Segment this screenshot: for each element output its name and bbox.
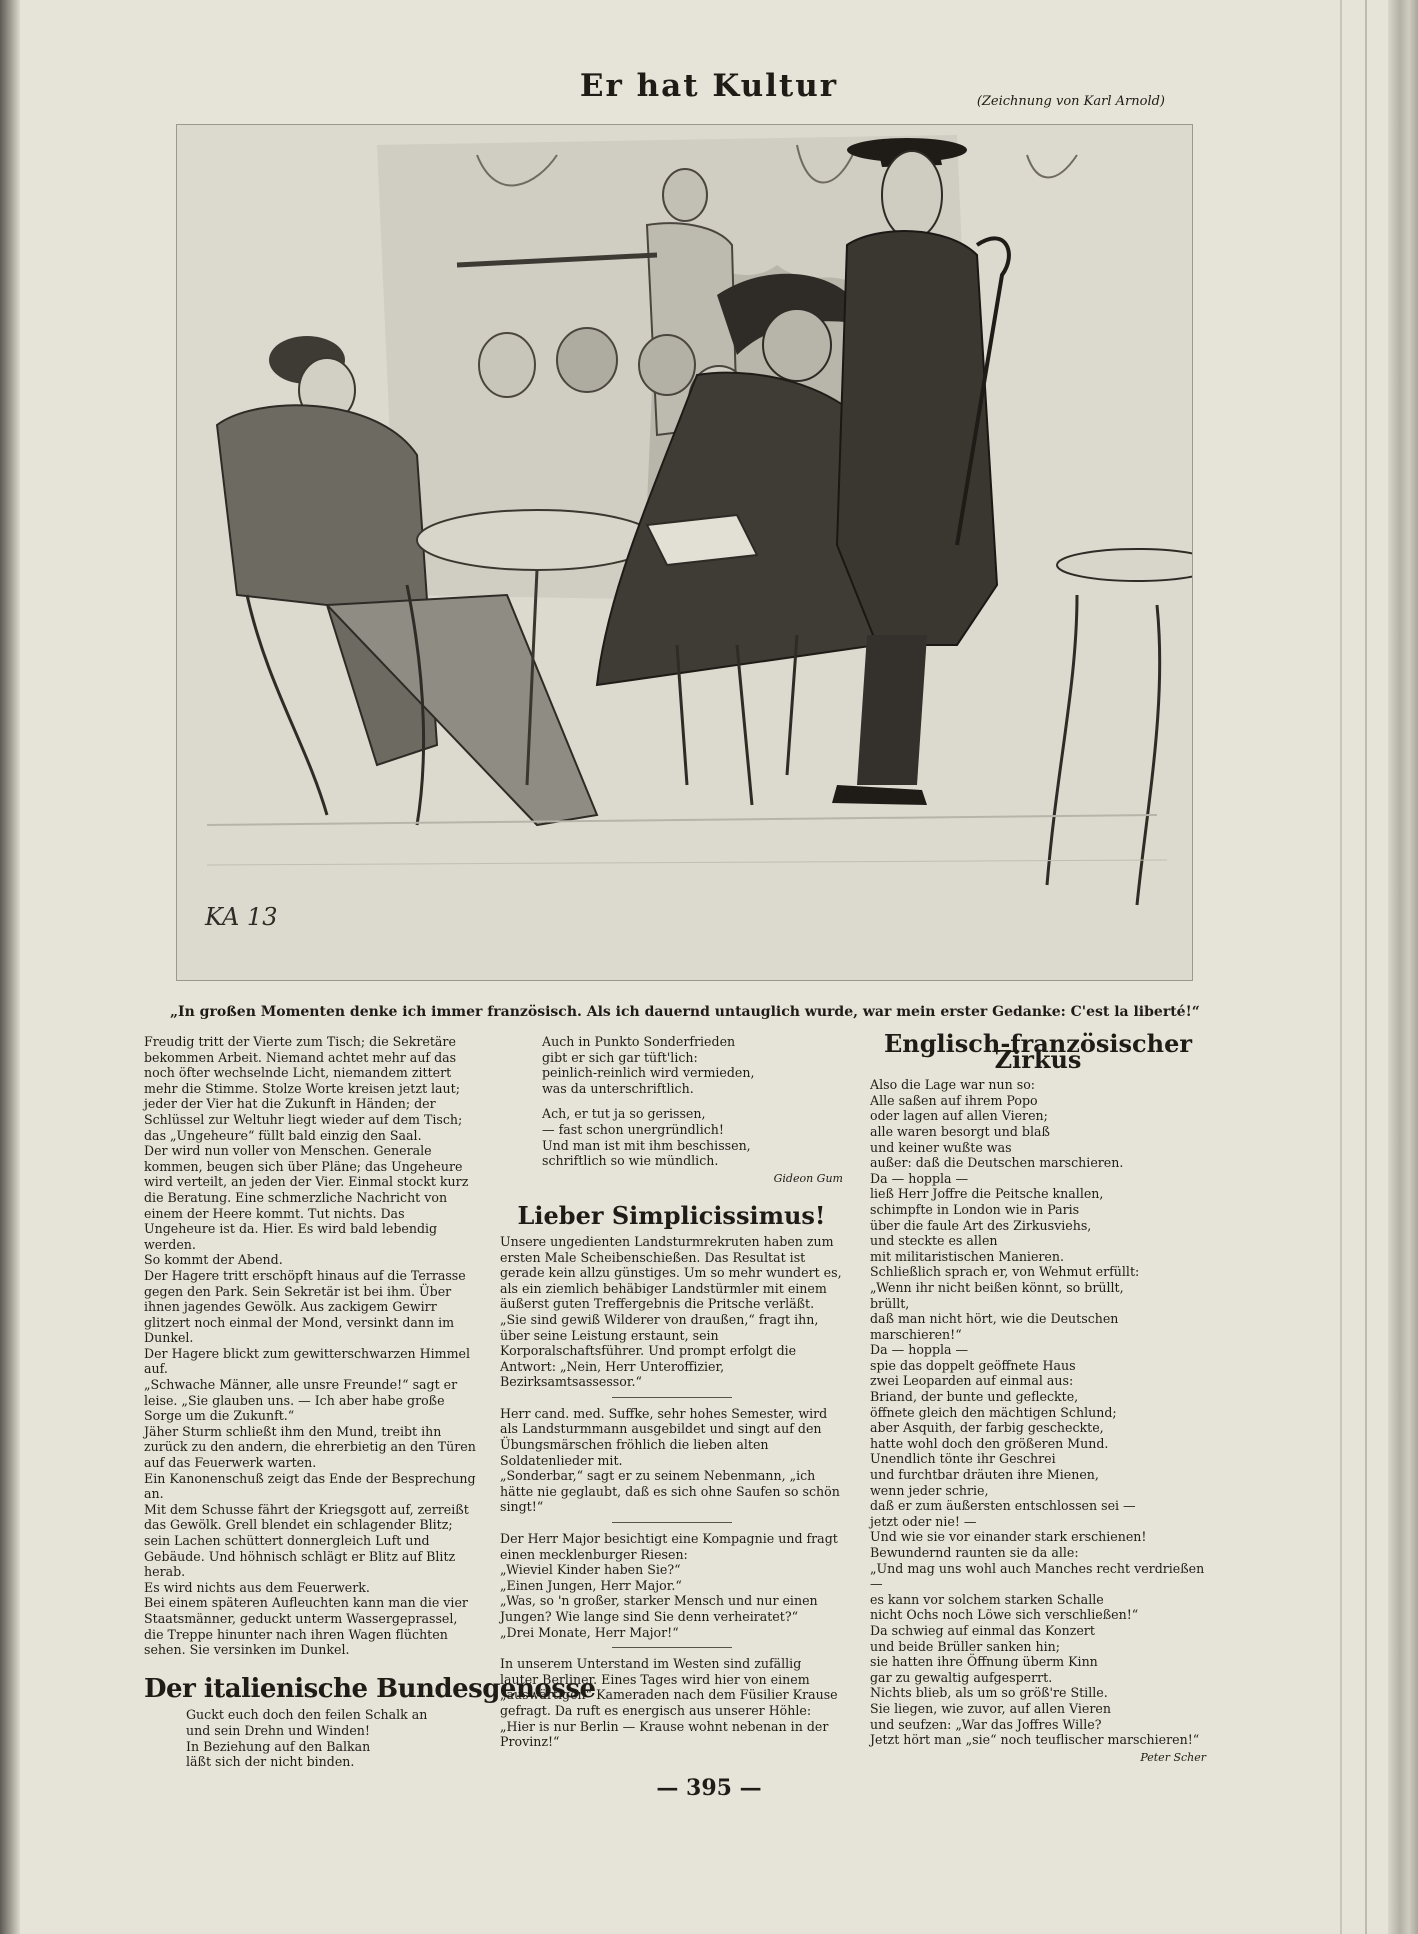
separator bbox=[612, 1397, 732, 1398]
illustration-credit: (Zeichnung von Karl Arnold) bbox=[976, 94, 1165, 109]
poem: Also die Lage war nun so: Alle saßen auf ihrem Popo oder lagen auf allen Vieren; alle waren besorgt und blaß und keiner wußte was außer: daß die Deutschen marschieren. Da — hoppla — ließ Herr Joffre die Peitsche knallen, schimpfte in London wie in Paris über die faule Art des Zirkusviehs, und steckte es allen mit militaristischen Manieren. Schließlich sprach er, von Wehmut erfüllt: „Wenn ihr nicht beißen könnt, so brüllt, brüllt, daß man nicht hört, wie die Deutschen marschieren!“ Da — hoppla — spie das doppelt geöffnete Haus zwei Leoparden auf einmal aus: Briand, der bunte und gefleckte, öffnete gleich den mächtigen Schlund; aber Asquith, der farbig gescheckte, hatte wohl doch den größeren Mund. Unendlich tönte ihr Geschrei und furchtbar dräuten ihre Mienen, wenn jeder schrie, daß er zum äußersten entschlossen sei — jetzt oder nie! — Und wie sie vor einander stark erschienen! Bewundernd raunten sie da alle: „Und mag uns wohl auch Manches recht verdrießen — es kann vor solchem starken Schalle nicht Ochs noch Löwe sich verschließen!“ Da schwieg auf einmal das Konzert und beide Brüller sanken hin; sie hatten ihre Öffnung überm Kinn gar zu gewaltig aufgesperrt. Nichts blieb, als um so größ're Stille. Sie liegen, wie zuvor, auf allen Vieren und seufzen: „War das Joffres Wille? Jetzt hört man „sie“ noch teuflischer marschieren!“ bbox=[870, 1077, 1205, 1748]
section-heading-zirkus: Englisch-französischer Zirkus bbox=[883, 1029, 1192, 1074]
poem-author: Peter Scher bbox=[1140, 1750, 1206, 1764]
illustration-caption: „In großen Momenten denke ich immer französisch. Als ich dauernd untauglich wurde, war mein erster Gedanke: C'est la liberté!“ bbox=[170, 1004, 1200, 1020]
anecdote: In unserem Unterstand im Westen sind zufällig lauter Berliner. Eines Tages wird hier von einem „auswärtigen“ Kameraden nach dem Füsilier Krause gefragt. Da ruft es energisch aus unserer Höhle: „Hier is nur Berlin — Krause wohnt nebenan in der Provinz!“ bbox=[500, 1656, 838, 1750]
prose-text: Freudig tritt der Vierte zum Tisch; die Sekretäre bekommen Arbeit. Niemand achtet mehr auf das noch öfter wechselnde Licht, niemandem zittert mehr die Stimme. Stolze Worte kreisen jetzt laut; jeder der Vier hat die Zukunft in Händen; der Schlüssel zur Weltuhr liegt wieder auf dem Tisch; das „Ungeheure“ füllt bald einzig den Saal. Der wird nun voller von Menschen. Generale kommen, beugen sich über Pläne; das Ungeheure wird verteilt, an jeden der Vier. Einmal stockt kurz die Beratung. Eine schmerzliche Nachricht von einem der Heere kommt. Tut nichts. Das Ungeheure ist da. Hier. Es wird bald lebendig werden. So kommt der Abend. Der Hagere tritt erschöpft hinaus auf die Terrasse gegen den Park. Sein Sekretär ist bei ihm. Über ihnen jagendes Gewölk. Aus zackigem Gewirr glitzert noch einmal der Mond, versinkt dann im Dunkel. Der Hagere blickt zum gewitterschwarzen Himmel auf. „Schwache Männer, alle unsre Freunde!“ sagt er leise. „Sie glauben uns. — Ich aber habe große Sorge um die Zukunft.“ Jäher Sturm schließt ihm den Mund, treibt ihn zurück zu den andern, die ehrerbietig an den Türen auf das Feuerwerk warten. Ein Kanonenschuß zeigt das Ende der Besprechung an. Mit dem Schusse fährt der Kriegsgott auf, zerreißt das Gewölk. Grell blendet ein schlagender Blitz; sein Lachen schüttert donnergleich Luft und Gebäude. Und höhnisch schlägt er Blitz auf Blitz herab. Es wird nichts aus dem Feuerwerk. Bei einem späteren Aufleuchten kann man die vier Staatsmänner, geduckt unterm Wassergeprassel, die Treppe hinunter nach ihren Wagen flüchten sehen. Sie versinken im Dunkel. bbox=[144, 1034, 476, 1658]
separator bbox=[612, 1647, 732, 1648]
verse-stanza: Ach, er tut ja so gerissen, — fast schon unergründlich! Und man ist mit ihm beschissen, schriftlich so wie mündlich. bbox=[542, 1106, 751, 1169]
column-1 bbox=[144, 1034, 596, 1770]
verse-italian: Guckt euch doch den feilen Schalk an und sein Drehn und Winden! In Beziehung auf den Balkan läßt sich der nicht binden. bbox=[186, 1707, 428, 1770]
cafe-illustration bbox=[176, 124, 1193, 981]
section-heading-italian: Der italienische Bundesgenosse bbox=[144, 1673, 596, 1704]
illustration-drawing bbox=[177, 125, 1192, 980]
column-2 bbox=[500, 1034, 843, 1750]
column-3 bbox=[870, 1029, 1206, 1765]
page-crease bbox=[1365, 0, 1367, 1934]
artist-signature: KA 13 bbox=[205, 903, 278, 931]
anecdote: Der Herr Major besichtigt eine Kompagnie und fragt einen mecklenburger Riesen: „Wieviel Kinder haben Sie?“ „Einen Jungen, Herr Major.“ „Was, so 'n großer, starker Mensch und nur einen Jungen? Wie lange sind Sie denn verheiratet?“ „Drei Monate, Herr Major!“ bbox=[500, 1531, 838, 1640]
page-binding bbox=[0, 0, 20, 1934]
page-title: Er hat Kultur bbox=[579, 68, 839, 104]
anecdote: Herr cand. med. Suffke, sehr hohes Semester, wird als Landsturmmann ausgebildet und singt auf den Übungsmärschen fröhlich die lieben alten Soldatenlieder mit. „Sonderbar,“ sagt er zu seinem Nebenmann, „ich hätte nie geglaubt, daß es sich ohne Saufen so schön singt!“ bbox=[500, 1405, 840, 1515]
section-heading-simplicissimus: Lieber Simplicissimus! bbox=[517, 1201, 826, 1231]
anecdote: Unsere ungedienten Landsturmrekruten haben zum ersten Male Scheibenschießen. Das Resultat ist gerade kein allzu günstiges. Um so mehr wundert es, als ein ziemlich behäbiger Landstürmler mit einem äußerst guten Treffergebnis die Pritsche verläßt. „Sie sind gewiß Wilderer von draußen,“ fragt ihn, über seine Leistung erstaunt, sein Korporalschaftsführer. Und prompt erfolgt die Antwort: „Nein, Herr Unteroffizier, Bezirksamtsassessor.“ bbox=[500, 1233, 842, 1390]
page-crease bbox=[1340, 0, 1342, 1934]
page-edge bbox=[1388, 0, 1418, 1934]
verse-author: Gideon Gum bbox=[773, 1171, 843, 1185]
page-number: — 395 — bbox=[656, 1775, 762, 1801]
verse-stanza: Auch in Punkto Sonderfrieden gibt er sich gar tüft'lich: peinlich-reinlich wird vermieden, was da unterschriftlich. bbox=[542, 1034, 755, 1096]
separator bbox=[612, 1522, 732, 1523]
